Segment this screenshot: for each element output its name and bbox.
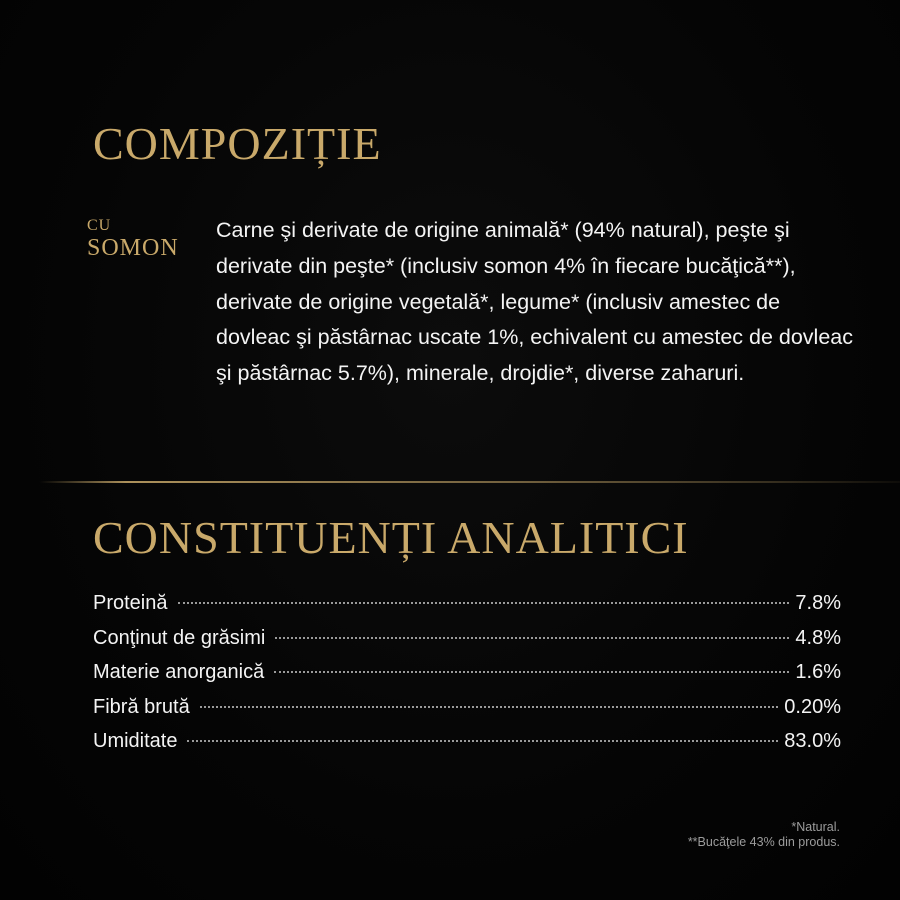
analytical-constituents-title: CONSTITUENȚI ANALITICI <box>93 512 689 563</box>
dot-leader <box>187 740 778 742</box>
row-value: 7.8% <box>795 592 841 614</box>
variant-label <box>87 218 179 260</box>
dot-leader <box>275 637 789 639</box>
analytical-row-crude-fibre <box>93 696 841 731</box>
footnote-chunks: **Bucăţele 43% din produs. <box>687 835 840 849</box>
analytical-row-protein <box>93 592 841 627</box>
row-label: Fibră brută <box>93 695 190 718</box>
row-value: 83.0% <box>784 730 841 752</box>
dot-leader <box>178 602 790 604</box>
composition-title: COMPOZIȚIE <box>93 118 382 169</box>
row-value: 0.20% <box>784 695 841 718</box>
dot-leader <box>200 706 779 708</box>
row-label: Conţinut de grăsimi <box>93 626 266 649</box>
dot-leader <box>274 671 789 673</box>
row-label: Umiditate <box>93 730 178 752</box>
section-divider <box>40 481 900 483</box>
analytical-constituents-list <box>93 592 841 765</box>
analytical-row-moisture <box>93 730 841 765</box>
analytical-row-inorganic-matter <box>93 661 841 696</box>
variant-label-name: SOMON <box>87 235 179 261</box>
variant-label-small: CU <box>87 217 112 234</box>
footnote-natural: *Natural. <box>791 820 840 834</box>
analytical-row-fat <box>93 627 841 662</box>
row-label: Proteină <box>93 592 168 614</box>
footnotes <box>688 820 840 850</box>
ingredients-text: Carne şi derivate de origine animală* (94% natural), peşte şi derivate din peşte* (inclusiv somon 4% în fiecare bucăţică**), derivate de origine vegetală*, legume* (inclusiv amestec de dovleac şi păstârnac uscate 1%, echivalent cu amestec de dovleac şi păstârnac 5.7%), minerale, drojdie*, diverse zaharuri. <box>216 218 854 386</box>
row-value: 4.8% <box>795 626 841 649</box>
row-label: Materie anorganică <box>93 661 265 683</box>
row-value: 1.6% <box>795 661 841 683</box>
